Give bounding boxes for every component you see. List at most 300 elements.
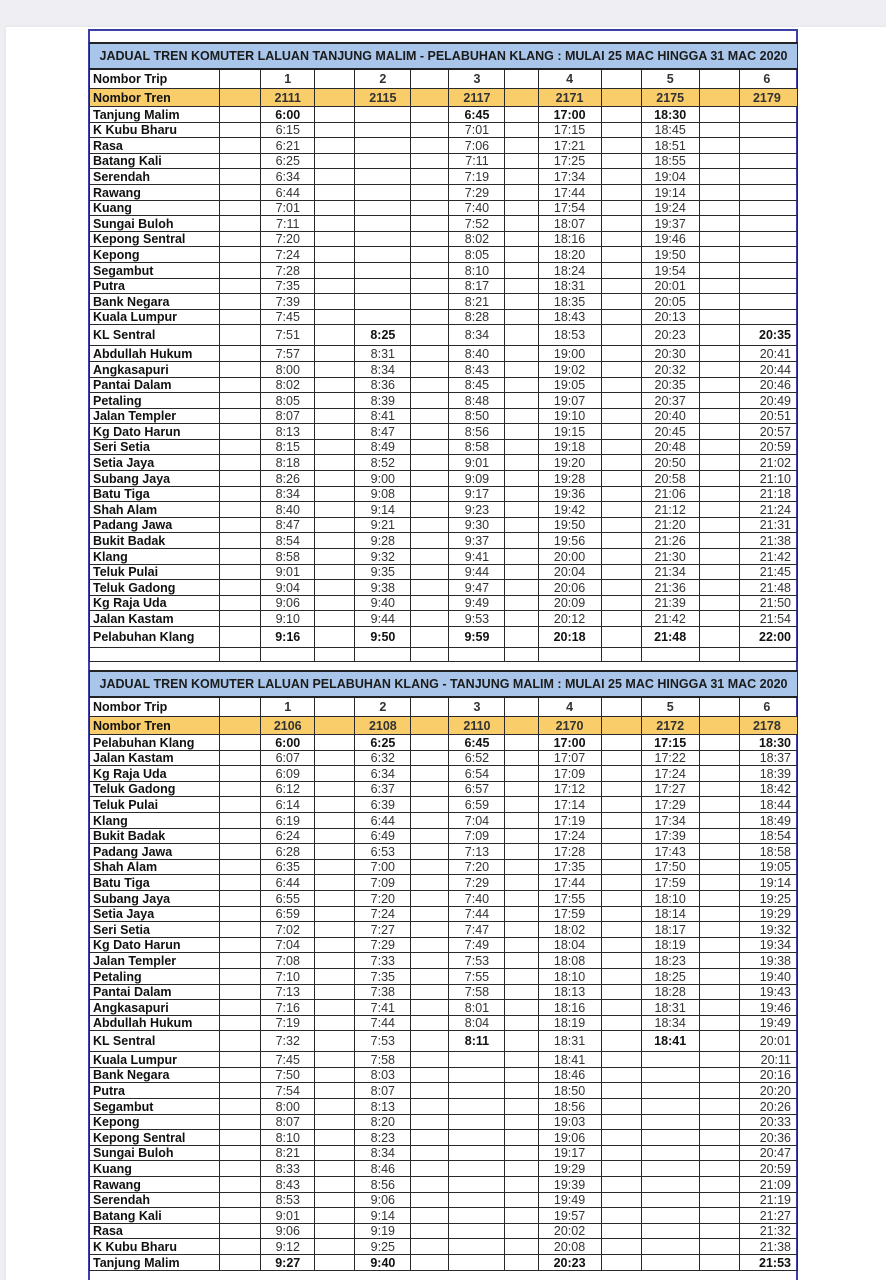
blank-cell (90, 648, 220, 662)
table-row (90, 859, 798, 875)
table-row (90, 377, 798, 393)
departure-time: 7:52 (449, 216, 505, 232)
spacer-cell (505, 247, 538, 263)
departure-time (641, 1145, 699, 1161)
spacer-cell (411, 1177, 449, 1193)
departure-time: 9:06 (261, 595, 315, 611)
departure-time (641, 1239, 699, 1255)
departure-time: 8:34 (355, 361, 411, 377)
spacer-cell (220, 859, 261, 875)
table-row (90, 309, 798, 325)
train-number: 2110 (449, 717, 505, 735)
spacer-cell (411, 262, 449, 278)
spacer-cell (315, 717, 355, 735)
departure-time: 6:44 (261, 875, 315, 891)
table-row (90, 1208, 798, 1224)
table-title-row (90, 671, 798, 697)
departure-time: 21:34 (641, 564, 699, 580)
spacer-cell (315, 766, 355, 782)
departure-time (355, 278, 411, 294)
spacer-cell (601, 247, 641, 263)
spacer-cell (699, 859, 739, 875)
spacer-cell (315, 968, 355, 984)
departure-time: 7:58 (449, 984, 505, 1000)
spacer-cell (699, 735, 739, 751)
station-name: Setia Jaya (90, 906, 220, 922)
spacer-cell (505, 953, 538, 969)
spacer-cell (220, 393, 261, 409)
station-name: Putra (90, 278, 220, 294)
departure-time: 18:51 (641, 138, 699, 154)
spacer-cell (699, 1223, 739, 1239)
table-row (90, 1000, 798, 1016)
spacer-cell (699, 533, 739, 549)
spacer-cell (411, 247, 449, 263)
spacer-cell (220, 408, 261, 424)
spacer-cell (505, 262, 538, 278)
spacer-cell (411, 812, 449, 828)
spacer-cell (601, 361, 641, 377)
departure-time (739, 262, 797, 278)
table-row (90, 138, 798, 154)
spacer-cell (699, 564, 739, 580)
departure-time: 19:46 (739, 1000, 797, 1016)
departure-time: 9:47 (449, 580, 505, 596)
station-name: Petaling (90, 968, 220, 984)
departure-time: 21:31 (739, 517, 797, 533)
departure-time: 7:57 (261, 346, 315, 362)
departure-time: 6:07 (261, 750, 315, 766)
departure-time: 19:42 (538, 502, 601, 518)
spacer-cell (411, 828, 449, 844)
departure-time: 17:15 (641, 735, 699, 751)
spacer-cell (699, 1000, 739, 1016)
table-row (90, 812, 798, 828)
spacer-cell (699, 408, 739, 424)
departure-time: 6:45 (449, 107, 505, 123)
departure-time: 17:39 (641, 828, 699, 844)
spacer-cell (411, 937, 449, 953)
departure-time: 18:42 (739, 781, 797, 797)
spacer-cell (411, 1067, 449, 1083)
station-name: Subang Jaya (90, 471, 220, 487)
trip-number: 1 (261, 697, 315, 717)
departure-time: 8:34 (355, 1145, 411, 1161)
departure-time: 18:07 (538, 216, 601, 232)
spacer-cell (699, 1031, 739, 1052)
departure-time: 18:30 (739, 735, 797, 751)
departure-time: 18:02 (538, 922, 601, 938)
spacer-cell (601, 984, 641, 1000)
table-row (90, 1192, 798, 1208)
station-name: Padang Jawa (90, 844, 220, 860)
departure-time: 21:32 (739, 1223, 797, 1239)
spacer-cell (505, 231, 538, 247)
blank-cell (505, 648, 538, 662)
table-row (90, 766, 798, 782)
spacer-cell (699, 812, 739, 828)
spacer-cell (601, 122, 641, 138)
departure-time: 21:20 (641, 517, 699, 533)
departure-time: 7:20 (449, 859, 505, 875)
spacer-cell (315, 859, 355, 875)
spacer-cell (699, 184, 739, 200)
departure-time (449, 1145, 505, 1161)
spacer-cell (220, 875, 261, 891)
train-number: 2175 (641, 89, 699, 107)
spacer-cell (315, 564, 355, 580)
departure-time (355, 107, 411, 123)
departure-time: 21:30 (641, 549, 699, 565)
departure-time (449, 1161, 505, 1177)
spacer-cell (699, 611, 739, 627)
departure-time: 21:02 (739, 455, 797, 471)
departure-time: 8:07 (355, 1083, 411, 1099)
spacer-cell (220, 906, 261, 922)
departure-time: 9:00 (355, 471, 411, 487)
departure-time: 20:36 (739, 1130, 797, 1146)
spacer-cell (601, 1067, 641, 1083)
departure-time: 8:13 (355, 1099, 411, 1115)
station-name: Seri Setia (90, 439, 220, 455)
departure-time: 19:40 (739, 968, 797, 984)
spacer-cell (601, 169, 641, 185)
trip-number-row (90, 697, 798, 717)
table-row (90, 595, 798, 611)
departure-time: 6:00 (261, 735, 315, 751)
spacer-cell (315, 953, 355, 969)
departure-time: 8:03 (355, 1067, 411, 1083)
spacer-cell (505, 1177, 538, 1193)
spacer-cell (411, 69, 449, 89)
spacer-cell (601, 153, 641, 169)
departure-time: 19:03 (538, 1114, 601, 1130)
departure-time: 9:53 (449, 611, 505, 627)
departure-time: 8:21 (261, 1145, 315, 1161)
table-row (90, 1083, 798, 1099)
station-name: Teluk Pulai (90, 564, 220, 580)
spacer-cell (315, 361, 355, 377)
spacer-cell (411, 875, 449, 891)
spacer-cell (315, 595, 355, 611)
spacer-cell (220, 1031, 261, 1052)
departure-time (449, 1099, 505, 1115)
departure-time: 8:15 (261, 439, 315, 455)
departure-time (739, 153, 797, 169)
spacer-cell (220, 184, 261, 200)
departure-time: 21:18 (739, 486, 797, 502)
spacer-cell (315, 377, 355, 393)
trip-number: 5 (641, 69, 699, 89)
spacer-cell (220, 750, 261, 766)
spacer-cell (601, 533, 641, 549)
spacer-cell (505, 533, 538, 549)
table-row (90, 247, 798, 263)
spacer-cell (220, 216, 261, 232)
table-row (90, 890, 798, 906)
departure-time: 7:00 (355, 859, 411, 875)
station-name: Shah Alam (90, 502, 220, 518)
spacer-cell (601, 611, 641, 627)
spacer-cell (220, 1015, 261, 1031)
station-name: Serendah (90, 1192, 220, 1208)
spacer-cell (601, 262, 641, 278)
train-number-label: Nombor Tren (90, 717, 220, 735)
spacer-cell (505, 294, 538, 310)
departure-time: 18:45 (641, 122, 699, 138)
departure-time: 20:01 (739, 1031, 797, 1052)
spacer-cell (505, 611, 538, 627)
table-row (90, 735, 798, 751)
table-row (90, 1099, 798, 1115)
departure-time (641, 1052, 699, 1068)
spacer-cell (699, 595, 739, 611)
spacer-cell (699, 1067, 739, 1083)
spacer-cell (505, 439, 538, 455)
departure-time: 18:24 (538, 262, 601, 278)
departure-time: 19:00 (538, 346, 601, 362)
spacer-cell (220, 377, 261, 393)
departure-time: 6:54 (449, 766, 505, 782)
spacer-cell (699, 750, 739, 766)
departure-time: 9:32 (355, 549, 411, 565)
table-row (90, 471, 798, 487)
train-number: 2172 (641, 717, 699, 735)
blank-cell (538, 648, 601, 662)
departure-time: 7:09 (449, 828, 505, 844)
departure-time: 7:04 (449, 812, 505, 828)
spacer-cell (505, 184, 538, 200)
departure-time: 7:29 (449, 875, 505, 891)
departure-time: 19:37 (641, 216, 699, 232)
spacer-cell (699, 1239, 739, 1255)
departure-time: 18:34 (641, 1015, 699, 1031)
spacer-cell (315, 1223, 355, 1239)
spacer-cell (505, 890, 538, 906)
departure-time: 9:12 (261, 1239, 315, 1255)
departure-time: 6:28 (261, 844, 315, 860)
spacer-cell (699, 828, 739, 844)
departure-time: 6:34 (261, 169, 315, 185)
spacer-cell (220, 1083, 261, 1099)
station-name: Bank Negara (90, 294, 220, 310)
spacer-cell (220, 424, 261, 440)
departure-time: 17:22 (641, 750, 699, 766)
table-row (90, 1161, 798, 1177)
station-name: Kepong (90, 247, 220, 263)
departure-time: 8:49 (355, 439, 411, 455)
spacer-cell (601, 486, 641, 502)
departure-time: 8:52 (355, 455, 411, 471)
departure-time: 6:55 (261, 890, 315, 906)
departure-time: 18:54 (739, 828, 797, 844)
departure-time: 21:42 (641, 611, 699, 627)
station-name: Sungai Buloh (90, 216, 220, 232)
departure-time: 8:56 (449, 424, 505, 440)
departure-time: 17:43 (641, 844, 699, 860)
departure-time: 20:35 (641, 377, 699, 393)
departure-time: 9:01 (261, 564, 315, 580)
departure-time: 7:53 (355, 1031, 411, 1052)
departure-time: 18:16 (538, 1000, 601, 1016)
departure-time (739, 184, 797, 200)
spacer-cell (601, 937, 641, 953)
spacer-cell (699, 200, 739, 216)
departure-time: 20:01 (641, 278, 699, 294)
spacer-cell (220, 611, 261, 627)
table-row (90, 828, 798, 844)
station-name: Segambut (90, 262, 220, 278)
departure-time: 8:23 (355, 1130, 411, 1146)
departure-time: 9:59 (449, 627, 505, 648)
spacer-cell (220, 717, 261, 735)
spacer-cell (411, 278, 449, 294)
departure-time: 9:40 (355, 1255, 411, 1271)
station-name: Jalan Templer (90, 408, 220, 424)
spacer-cell (411, 1255, 449, 1271)
departure-time (355, 231, 411, 247)
spacer-cell (505, 122, 538, 138)
departure-time: 18:16 (538, 231, 601, 247)
departure-time: 17:21 (538, 138, 601, 154)
spacer-cell (505, 393, 538, 409)
departure-time: 20:04 (538, 564, 601, 580)
spacer-cell (315, 424, 355, 440)
spacer-cell (505, 1208, 538, 1224)
spacer-cell (699, 697, 739, 717)
departure-time: 18:25 (641, 968, 699, 984)
departure-time: 8:40 (449, 346, 505, 362)
trip-number: 3 (449, 697, 505, 717)
departure-time (641, 1161, 699, 1177)
departure-time: 8:45 (449, 377, 505, 393)
spacer-cell (601, 828, 641, 844)
departure-time: 9:49 (449, 595, 505, 611)
table-row (90, 361, 798, 377)
departure-time (355, 294, 411, 310)
spacer-cell (411, 953, 449, 969)
spacer-cell (505, 735, 538, 751)
departure-time: 9:08 (355, 486, 411, 502)
train-number-row (90, 89, 798, 107)
spacer-cell (315, 408, 355, 424)
departure-time: 18:19 (641, 937, 699, 953)
departure-time: 6:59 (449, 797, 505, 813)
departure-time: 6:34 (355, 766, 411, 782)
trip-number-row (90, 69, 798, 89)
departure-time: 19:14 (641, 184, 699, 200)
table-row (90, 611, 798, 627)
departure-time (739, 231, 797, 247)
spacer-cell (601, 69, 641, 89)
station-name: Padang Jawa (90, 517, 220, 533)
spacer-cell (315, 69, 355, 89)
spacer-cell (601, 750, 641, 766)
spacer-cell (411, 408, 449, 424)
spacer-cell (699, 717, 739, 735)
spacer-cell (699, 549, 739, 565)
departure-time: 7:29 (355, 937, 411, 953)
spacer-cell (315, 502, 355, 518)
table-row (90, 750, 798, 766)
spacer-cell (315, 200, 355, 216)
spacer-cell (699, 1114, 739, 1130)
train-number: 2106 (261, 717, 315, 735)
spacer-cell (505, 153, 538, 169)
departure-time: 17:00 (538, 107, 601, 123)
departure-time: 9:27 (261, 1255, 315, 1271)
spacer-cell (220, 153, 261, 169)
departure-time: 19:02 (538, 361, 601, 377)
departure-time: 21:45 (739, 564, 797, 580)
spacer-cell (411, 781, 449, 797)
departure-time: 8:34 (449, 325, 505, 346)
table-row (90, 122, 798, 138)
spacer-cell (315, 122, 355, 138)
spacer-cell (601, 200, 641, 216)
spacer-cell (505, 549, 538, 565)
spacer-cell (411, 502, 449, 518)
spacer-cell (220, 1099, 261, 1115)
departure-time: 19:17 (538, 1145, 601, 1161)
spacer-cell (315, 875, 355, 891)
departure-time: 21:19 (739, 1192, 797, 1208)
spacer-cell (315, 1130, 355, 1146)
spacer-cell (505, 906, 538, 922)
departure-time: 21:24 (739, 502, 797, 518)
spacer-cell (699, 517, 739, 533)
departure-time: 19:29 (538, 1161, 601, 1177)
spacer-cell (699, 346, 739, 362)
departure-time: 6:15 (261, 122, 315, 138)
departure-time: 6:19 (261, 812, 315, 828)
table-row (90, 984, 798, 1000)
departure-time: 17:28 (538, 844, 601, 860)
spacer-cell (315, 1052, 355, 1068)
spacer-cell (220, 1255, 261, 1271)
departure-time: 19:05 (538, 377, 601, 393)
station-name: Seri Setia (90, 922, 220, 938)
spacer-cell (315, 294, 355, 310)
spacer-cell (411, 216, 449, 232)
spacer-cell (601, 549, 641, 565)
table-row (90, 455, 798, 471)
station-name: Jalan Kastam (90, 750, 220, 766)
spacer-cell (699, 1255, 739, 1271)
departure-time: 20:06 (538, 580, 601, 596)
station-name: Subang Jaya (90, 890, 220, 906)
departure-time: 18:35 (538, 294, 601, 310)
departure-time: 18:20 (538, 247, 601, 263)
spacer-cell (411, 1130, 449, 1146)
spacer-cell (699, 1130, 739, 1146)
spacer-cell (505, 1114, 538, 1130)
spacer-cell (220, 262, 261, 278)
spacer-cell (505, 564, 538, 580)
departure-time (355, 153, 411, 169)
station-name: Rasa (90, 1223, 220, 1239)
departure-time: 20:59 (739, 439, 797, 455)
table-row (90, 549, 798, 565)
departure-time: 20:12 (538, 611, 601, 627)
spacer-cell (411, 200, 449, 216)
station-name: Bukit Badak (90, 828, 220, 844)
spacer-cell (411, 1052, 449, 1068)
departure-time: 7:08 (261, 953, 315, 969)
departure-time: 19:50 (641, 247, 699, 263)
departure-time: 8:01 (449, 1000, 505, 1016)
departure-time: 19:54 (641, 262, 699, 278)
